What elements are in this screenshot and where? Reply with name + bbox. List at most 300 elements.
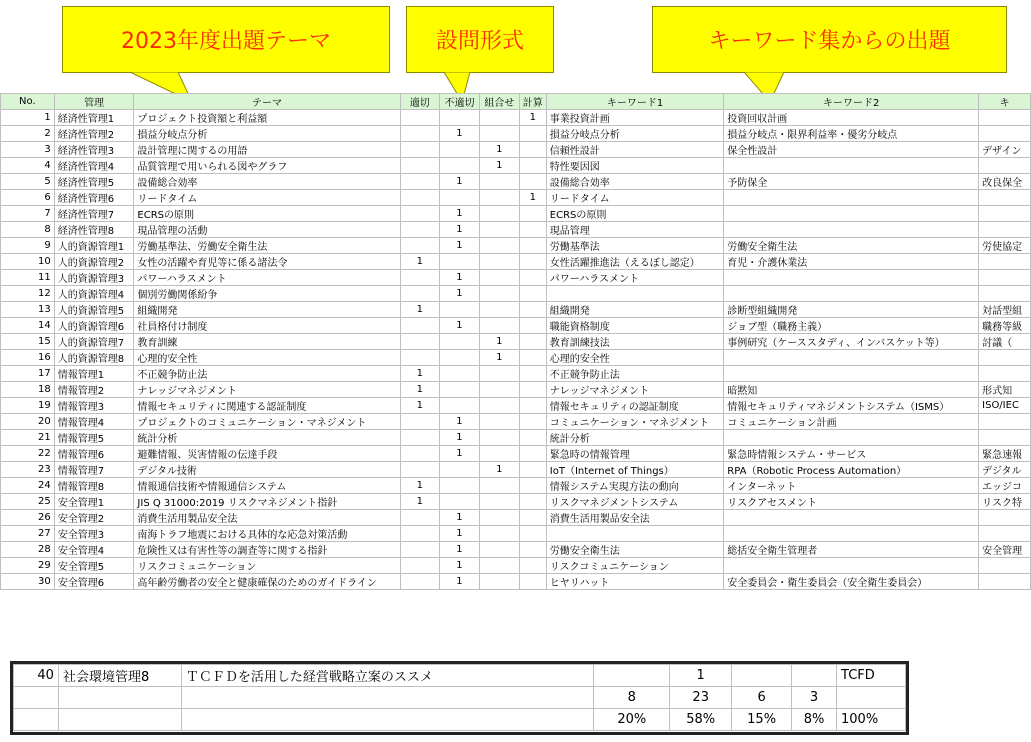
cell-tekisetsu[interactable] (400, 350, 439, 366)
cell-theme[interactable]: パワーハラスメント (134, 270, 400, 286)
cell-no[interactable]: 23 (1, 462, 55, 478)
summary-cell-keyword1[interactable]: TCFD (837, 665, 906, 687)
cell-keyword1[interactable]: 信頼性設計 (546, 142, 724, 158)
cell-keyword2[interactable] (724, 526, 979, 542)
cell-keyword1[interactable]: ヒヤリハット (546, 574, 724, 590)
cell-keyword2[interactable] (724, 190, 979, 206)
cell-keyword1[interactable]: 現品管理 (546, 222, 724, 238)
cell-keyword3[interactable]: 緊急速報 (979, 446, 1031, 462)
cell-tekisetsu[interactable] (400, 318, 439, 334)
cell-no[interactable]: 19 (1, 398, 55, 414)
cell-keyword2[interactable]: 暗黙知 (724, 382, 979, 398)
cell-kanri[interactable]: 安全管理5 (54, 558, 134, 574)
cell-kanri[interactable]: 情報管理2 (54, 382, 134, 398)
cell-keyword3[interactable]: 職務等級 (979, 318, 1031, 334)
cell-keisan[interactable] (519, 366, 546, 382)
cell-kumiawase[interactable]: 1 (479, 350, 519, 366)
cell-kanri[interactable]: 安全管理4 (54, 542, 134, 558)
cell-kanri[interactable]: 安全管理3 (54, 526, 134, 542)
cell-keyword3[interactable]: エッジコ (979, 478, 1031, 494)
cell-keyword3[interactable]: デザイン (979, 142, 1031, 158)
col-header-keyword2[interactable]: キーワード2 (724, 94, 979, 110)
cell-keyword2[interactable] (724, 350, 979, 366)
cell-kanri[interactable]: 情報管理5 (54, 430, 134, 446)
cell-keyword1[interactable] (546, 286, 724, 302)
cell-keyword3[interactable] (979, 254, 1031, 270)
cell-no[interactable]: 15 (1, 334, 55, 350)
cell-futekisetsu[interactable] (440, 494, 480, 510)
cell-theme[interactable]: 損益分岐点分析 (134, 126, 400, 142)
cell-keyword1[interactable]: 緊急時の情報管理 (546, 446, 724, 462)
cell-keyword2[interactable] (724, 558, 979, 574)
summary-cell-tekisetsu[interactable] (594, 665, 670, 687)
cell-keyword3[interactable] (979, 110, 1031, 126)
cell-kumiawase[interactable] (479, 222, 519, 238)
summary-empty-cell[interactable] (181, 709, 594, 731)
cell-theme[interactable]: 情報通信技術や情報通信システム (134, 478, 400, 494)
cell-futekisetsu[interactable] (440, 398, 480, 414)
cell-keyword1[interactable]: リスクコミュニケーション (546, 558, 724, 574)
cell-futekisetsu[interactable]: 1 (440, 126, 480, 142)
cell-kanri[interactable]: 人的資源管理3 (54, 270, 134, 286)
cell-tekisetsu[interactable] (400, 270, 439, 286)
cell-kumiawase[interactable] (479, 558, 519, 574)
cell-theme[interactable]: 教育訓練 (134, 334, 400, 350)
cell-keyword2[interactable]: 労働安全衛生法 (724, 238, 979, 254)
cell-keyword3[interactable] (979, 366, 1031, 382)
cell-no[interactable]: 3 (1, 142, 55, 158)
cell-futekisetsu[interactable]: 1 (440, 558, 480, 574)
cell-no[interactable]: 21 (1, 430, 55, 446)
cell-keyword3[interactable] (979, 286, 1031, 302)
cell-futekisetsu[interactable]: 1 (440, 238, 480, 254)
cell-kanri[interactable]: 人的資源管理2 (54, 254, 134, 270)
cell-keisan[interactable] (519, 206, 546, 222)
cell-theme[interactable]: 設備総合効率 (134, 174, 400, 190)
cell-keyword1[interactable]: 組織開発 (546, 302, 724, 318)
cell-keyword2[interactable]: RPA（Robotic Process Automation） (724, 462, 979, 478)
cell-keyword2[interactable]: 保全性設計 (724, 142, 979, 158)
cell-tekisetsu[interactable] (400, 574, 439, 590)
cell-keisan[interactable] (519, 302, 546, 318)
cell-keyword3[interactable]: ISO/IEC (979, 398, 1031, 414)
percent-kumiawase[interactable]: 15% (732, 709, 792, 731)
cell-keisan[interactable] (519, 558, 546, 574)
cell-keyword1[interactable]: 労働基準法 (546, 238, 724, 254)
cell-tekisetsu[interactable] (400, 142, 439, 158)
cell-kumiawase[interactable] (479, 366, 519, 382)
col-header-tekisetsu[interactable]: 適切 (400, 94, 439, 110)
cell-kumiawase[interactable] (479, 302, 519, 318)
cell-futekisetsu[interactable]: 1 (440, 286, 480, 302)
cell-kanri[interactable]: 経済性管理3 (54, 142, 134, 158)
cell-keisan[interactable] (519, 174, 546, 190)
summary-empty-cell[interactable] (837, 687, 906, 709)
cell-keyword2[interactable] (724, 510, 979, 526)
cell-keyword3[interactable] (979, 430, 1031, 446)
cell-tekisetsu[interactable] (400, 334, 439, 350)
cell-keyword2[interactable] (724, 270, 979, 286)
cell-kanri[interactable]: 経済性管理6 (54, 190, 134, 206)
cell-keyword2[interactable] (724, 158, 979, 174)
cell-no[interactable]: 24 (1, 478, 55, 494)
cell-kumiawase[interactable] (479, 270, 519, 286)
cell-tekisetsu[interactable] (400, 558, 439, 574)
cell-no[interactable]: 25 (1, 494, 55, 510)
cell-keyword2[interactable]: 診断型組織開発 (724, 302, 979, 318)
cell-no[interactable]: 12 (1, 286, 55, 302)
count-tekisetsu[interactable]: 8 (594, 687, 670, 709)
summary-cell-futekisetsu[interactable]: 1 (670, 665, 732, 687)
cell-keyword3[interactable]: デジタル (979, 462, 1031, 478)
cell-no[interactable]: 14 (1, 318, 55, 334)
cell-tekisetsu[interactable] (400, 446, 439, 462)
cell-no[interactable]: 5 (1, 174, 55, 190)
cell-kanri[interactable]: 情報管理7 (54, 462, 134, 478)
cell-no[interactable]: 6 (1, 190, 55, 206)
cell-keyword2[interactable]: 投資回収計画 (724, 110, 979, 126)
cell-keisan[interactable] (519, 222, 546, 238)
cell-kanri[interactable]: 情報管理8 (54, 478, 134, 494)
cell-kanri[interactable]: 経済性管理7 (54, 206, 134, 222)
cell-futekisetsu[interactable]: 1 (440, 414, 480, 430)
cell-keisan[interactable] (519, 414, 546, 430)
cell-kumiawase[interactable] (479, 414, 519, 430)
cell-tekisetsu[interactable] (400, 174, 439, 190)
cell-kanri[interactable]: 安全管理6 (54, 574, 134, 590)
cell-tekisetsu[interactable]: 1 (400, 494, 439, 510)
cell-theme[interactable]: 社員格付け制度 (134, 318, 400, 334)
cell-futekisetsu[interactable] (440, 366, 480, 382)
cell-keyword1[interactable]: 労働安全衛生法 (546, 542, 724, 558)
cell-tekisetsu[interactable] (400, 222, 439, 238)
cell-keyword1[interactable]: 情報システム実現方法の動向 (546, 478, 724, 494)
cell-keisan[interactable] (519, 382, 546, 398)
cell-keyword2[interactable]: 損益分岐点・限界利益率・優劣分岐点 (724, 126, 979, 142)
cell-tekisetsu[interactable]: 1 (400, 254, 439, 270)
cell-futekisetsu[interactable]: 1 (440, 318, 480, 334)
cell-no[interactable]: 30 (1, 574, 55, 590)
cell-tekisetsu[interactable]: 1 (400, 478, 439, 494)
cell-kanri[interactable]: 人的資源管理6 (54, 318, 134, 334)
cell-keisan[interactable] (519, 574, 546, 590)
cell-kumiawase[interactable]: 1 (479, 462, 519, 478)
cell-no[interactable]: 16 (1, 350, 55, 366)
summary-empty-cell[interactable] (14, 709, 59, 731)
cell-keyword2[interactable]: 情報セキュリティマネジメントシステム（ISMS） (724, 398, 979, 414)
cell-keisan[interactable] (519, 526, 546, 542)
col-header-kumiawase[interactable]: 組合せ (479, 94, 519, 110)
cell-keisan[interactable] (519, 334, 546, 350)
cell-kumiawase[interactable] (479, 526, 519, 542)
cell-kanri[interactable]: 人的資源管理4 (54, 286, 134, 302)
cell-kanri[interactable]: 情報管理4 (54, 414, 134, 430)
cell-keisan[interactable] (519, 542, 546, 558)
cell-keyword1[interactable]: ナレッジマネジメント (546, 382, 724, 398)
cell-keyword3[interactable] (979, 270, 1031, 286)
cell-tekisetsu[interactable] (400, 238, 439, 254)
cell-keyword2[interactable]: ジョブ型（職務主義） (724, 318, 979, 334)
cell-kumiawase[interactable] (479, 494, 519, 510)
cell-tekisetsu[interactable] (400, 190, 439, 206)
cell-no[interactable]: 20 (1, 414, 55, 430)
cell-keyword1[interactable]: 特性要因図 (546, 158, 724, 174)
cell-keisan[interactable] (519, 430, 546, 446)
cell-kumiawase[interactable] (479, 574, 519, 590)
cell-futekisetsu[interactable] (440, 334, 480, 350)
cell-theme[interactable]: 労働基準法、労働安全衛生法 (134, 238, 400, 254)
cell-keyword3[interactable] (979, 206, 1031, 222)
cell-theme[interactable]: 避難情報、災害情報の伝達手段 (134, 446, 400, 462)
col-header-futekisetsu[interactable]: 不適切 (440, 94, 480, 110)
cell-tekisetsu[interactable] (400, 286, 439, 302)
cell-tekisetsu[interactable] (400, 510, 439, 526)
cell-theme[interactable]: 女性の活躍や育児等に係る諸法令 (134, 254, 400, 270)
cell-tekisetsu[interactable] (400, 462, 439, 478)
cell-futekisetsu[interactable] (440, 110, 480, 126)
cell-no[interactable]: 18 (1, 382, 55, 398)
cell-futekisetsu[interactable]: 1 (440, 270, 480, 286)
summary-cell-theme[interactable]: ＴＣＦＤを活用した経営戦略立案のススメ (181, 665, 594, 687)
cell-keyword1[interactable]: リードタイム (546, 190, 724, 206)
cell-kumiawase[interactable] (479, 174, 519, 190)
cell-kumiawase[interactable] (479, 318, 519, 334)
cell-tekisetsu[interactable] (400, 414, 439, 430)
cell-theme[interactable]: 統計分析 (134, 430, 400, 446)
cell-keisan[interactable] (519, 478, 546, 494)
cell-theme[interactable]: リードタイム (134, 190, 400, 206)
cell-theme[interactable]: 高年齢労働者の安全と健康確保のためのガイドライン (134, 574, 400, 590)
cell-no[interactable]: 28 (1, 542, 55, 558)
cell-theme[interactable]: ナレッジマネジメント (134, 382, 400, 398)
cell-kumiawase[interactable] (479, 430, 519, 446)
summary-empty-cell[interactable] (58, 687, 181, 709)
cell-theme[interactable]: 設計管理に関するの用語 (134, 142, 400, 158)
cell-kumiawase[interactable] (479, 238, 519, 254)
cell-keyword3[interactable] (979, 526, 1031, 542)
cell-keyword3[interactable]: 討議（ (979, 334, 1031, 350)
summary-cell-kumiawase[interactable] (732, 665, 792, 687)
cell-futekisetsu[interactable] (440, 478, 480, 494)
cell-theme[interactable]: 消費生活用製品安全法 (134, 510, 400, 526)
cell-no[interactable]: 22 (1, 446, 55, 462)
cell-kumiawase[interactable] (479, 126, 519, 142)
cell-futekisetsu[interactable] (440, 158, 480, 174)
cell-theme[interactable]: プロジェクトのコミュニケーション・マネジメント (134, 414, 400, 430)
cell-keyword3[interactable]: リスク特 (979, 494, 1031, 510)
cell-kanri[interactable]: 経済性管理2 (54, 126, 134, 142)
cell-kanri[interactable]: 人的資源管理1 (54, 238, 134, 254)
cell-keyword3[interactable] (979, 350, 1031, 366)
cell-kumiawase[interactable] (479, 478, 519, 494)
cell-tekisetsu[interactable]: 1 (400, 302, 439, 318)
count-futekisetsu[interactable]: 23 (670, 687, 732, 709)
cell-keisan[interactable]: 1 (519, 110, 546, 126)
cell-keisan[interactable] (519, 286, 546, 302)
cell-tekisetsu[interactable] (400, 430, 439, 446)
cell-theme[interactable]: 心理的安全性 (134, 350, 400, 366)
cell-keyword2[interactable]: 総括安全衛生管理者 (724, 542, 979, 558)
cell-keisan[interactable] (519, 158, 546, 174)
cell-kanri[interactable]: 情報管理3 (54, 398, 134, 414)
cell-keyword2[interactable] (724, 366, 979, 382)
cell-kumiawase[interactable] (479, 190, 519, 206)
cell-keyword3[interactable]: 対話型組 (979, 302, 1031, 318)
cell-keyword2[interactable]: 緊急時情報システム・サービス (724, 446, 979, 462)
cell-keyword3[interactable]: 安全管理 (979, 542, 1031, 558)
cell-keisan[interactable] (519, 270, 546, 286)
cell-keyword1[interactable]: 女性活躍推進法（えるぼし認定） (546, 254, 724, 270)
cell-keisan[interactable] (519, 398, 546, 414)
cell-no[interactable]: 13 (1, 302, 55, 318)
cell-kanri[interactable]: 人的資源管理8 (54, 350, 134, 366)
cell-kumiawase[interactable] (479, 542, 519, 558)
cell-keyword1[interactable]: 統計分析 (546, 430, 724, 446)
cell-keyword1[interactable]: リスクマネジメントシステム (546, 494, 724, 510)
cell-kanri[interactable]: 人的資源管理7 (54, 334, 134, 350)
cell-kumiawase[interactable]: 1 (479, 158, 519, 174)
cell-keisan[interactable] (519, 350, 546, 366)
cell-futekisetsu[interactable] (440, 190, 480, 206)
cell-keyword1[interactable]: パワーハラスメント (546, 270, 724, 286)
cell-kumiawase[interactable] (479, 382, 519, 398)
cell-keyword3[interactable]: 形式知 (979, 382, 1031, 398)
cell-keyword2[interactable] (724, 222, 979, 238)
cell-tekisetsu[interactable] (400, 542, 439, 558)
cell-keisan[interactable]: 1 (519, 190, 546, 206)
percent-keisan[interactable]: 8% (792, 709, 837, 731)
cell-theme[interactable]: 南海トラフ地震における具体的な応急対策活動 (134, 526, 400, 542)
cell-no[interactable]: 26 (1, 510, 55, 526)
cell-keyword2[interactable]: 安全委員会・衛生委員会（安全衛生委員会） (724, 574, 979, 590)
col-header-theme[interactable]: テーマ (134, 94, 400, 110)
cell-theme[interactable]: 現品管理の活動 (134, 222, 400, 238)
cell-kanri[interactable]: 経済性管理4 (54, 158, 134, 174)
cell-theme[interactable]: 組織開発 (134, 302, 400, 318)
cell-kanri[interactable]: 人的資源管理5 (54, 302, 134, 318)
cell-futekisetsu[interactable]: 1 (440, 430, 480, 446)
cell-kanri[interactable]: 情報管理1 (54, 366, 134, 382)
cell-keyword2[interactable]: インターネット (724, 478, 979, 494)
count-keisan[interactable]: 3 (792, 687, 837, 709)
cell-no[interactable]: 2 (1, 126, 55, 142)
col-header-keyword1[interactable]: キーワード1 (546, 94, 724, 110)
percent-total[interactable]: 100% (837, 709, 906, 731)
cell-keyword3[interactable] (979, 222, 1031, 238)
cell-keyword3[interactable] (979, 558, 1031, 574)
summary-empty-cell[interactable] (14, 687, 59, 709)
cell-keyword2[interactable] (724, 206, 979, 222)
cell-futekisetsu[interactable] (440, 382, 480, 398)
cell-futekisetsu[interactable]: 1 (440, 206, 480, 222)
cell-keyword3[interactable] (979, 510, 1031, 526)
summary-cell-no[interactable]: 40 (14, 665, 59, 687)
count-kumiawase[interactable]: 6 (732, 687, 792, 709)
summary-empty-cell[interactable] (58, 709, 181, 731)
cell-theme[interactable]: ECRSの原則 (134, 206, 400, 222)
cell-kumiawase[interactable] (479, 254, 519, 270)
cell-no[interactable]: 1 (1, 110, 55, 126)
cell-theme[interactable]: 不正競争防止法 (134, 366, 400, 382)
cell-kumiawase[interactable] (479, 206, 519, 222)
cell-tekisetsu[interactable]: 1 (400, 366, 439, 382)
cell-futekisetsu[interactable]: 1 (440, 574, 480, 590)
col-header-keisan[interactable]: 計算 (519, 94, 546, 110)
cell-kanri[interactable]: 経済性管理1 (54, 110, 134, 126)
cell-keyword2[interactable]: 育児・介護休業法 (724, 254, 979, 270)
cell-keyword1[interactable]: 心理的安全性 (546, 350, 724, 366)
cell-keyword1[interactable]: 消費生活用製品安全法 (546, 510, 724, 526)
cell-keyword2[interactable] (724, 286, 979, 302)
cell-keyword2[interactable]: リスクアセスメント (724, 494, 979, 510)
cell-keyword3[interactable] (979, 126, 1031, 142)
cell-no[interactable]: 11 (1, 270, 55, 286)
cell-kanri[interactable]: 経済性管理5 (54, 174, 134, 190)
cell-keisan[interactable] (519, 238, 546, 254)
cell-kumiawase[interactable] (479, 510, 519, 526)
cell-keisan[interactable] (519, 494, 546, 510)
cell-keyword3[interactable]: 改良保全 (979, 174, 1031, 190)
cell-keyword1[interactable]: コミュニケーション・マネジメント (546, 414, 724, 430)
cell-keyword1[interactable]: 事業投資計画 (546, 110, 724, 126)
cell-futekisetsu[interactable]: 1 (440, 542, 480, 558)
cell-kanri[interactable]: 安全管理1 (54, 494, 134, 510)
cell-no[interactable]: 27 (1, 526, 55, 542)
percent-tekisetsu[interactable]: 20% (594, 709, 670, 731)
col-header-no[interactable]: No. (1, 94, 55, 110)
cell-kumiawase[interactable]: 1 (479, 142, 519, 158)
summary-empty-cell[interactable] (181, 687, 594, 709)
cell-kumiawase[interactable]: 1 (479, 334, 519, 350)
col-header-kanri[interactable]: 管理 (54, 94, 134, 110)
cell-keyword3[interactable] (979, 574, 1031, 590)
cell-theme[interactable]: JIS Q 31000:2019 リスクマネジメント指針 (134, 494, 400, 510)
cell-kanri[interactable]: 情報管理6 (54, 446, 134, 462)
cell-tekisetsu[interactable]: 1 (400, 398, 439, 414)
cell-keyword3[interactable] (979, 190, 1031, 206)
cell-keyword1[interactable]: 情報セキュリティの認証制度 (546, 398, 724, 414)
cell-keisan[interactable] (519, 510, 546, 526)
cell-keyword1[interactable] (546, 526, 724, 542)
summary-cell-kanri[interactable]: 社会環境管理8 (58, 665, 181, 687)
cell-no[interactable]: 4 (1, 158, 55, 174)
cell-keyword3[interactable] (979, 414, 1031, 430)
cell-keyword1[interactable]: ECRSの原則 (546, 206, 724, 222)
cell-theme[interactable]: 個別労働関係紛争 (134, 286, 400, 302)
cell-futekisetsu[interactable] (440, 302, 480, 318)
cell-tekisetsu[interactable] (400, 206, 439, 222)
cell-keyword3[interactable] (979, 158, 1031, 174)
col-header-keyword3[interactable]: キ (979, 94, 1031, 110)
cell-futekisetsu[interactable]: 1 (440, 526, 480, 542)
cell-keisan[interactable] (519, 126, 546, 142)
cell-kumiawase[interactable] (479, 110, 519, 126)
cell-futekisetsu[interactable]: 1 (440, 174, 480, 190)
cell-no[interactable]: 9 (1, 238, 55, 254)
cell-kanri[interactable]: 安全管理2 (54, 510, 134, 526)
cell-theme[interactable]: 危険性又は有害性等の調査等に関する指針 (134, 542, 400, 558)
cell-keyword1[interactable]: 不正競争防止法 (546, 366, 724, 382)
cell-keisan[interactable] (519, 254, 546, 270)
cell-tekisetsu[interactable] (400, 158, 439, 174)
cell-no[interactable]: 29 (1, 558, 55, 574)
cell-futekisetsu[interactable] (440, 142, 480, 158)
cell-theme[interactable]: プロジェクト投資額と利益額 (134, 110, 400, 126)
cell-futekisetsu[interactable]: 1 (440, 446, 480, 462)
cell-theme[interactable]: 品質管理で用いられる図やグラフ (134, 158, 400, 174)
cell-futekisetsu[interactable] (440, 462, 480, 478)
summary-cell-keisan[interactable] (792, 665, 837, 687)
